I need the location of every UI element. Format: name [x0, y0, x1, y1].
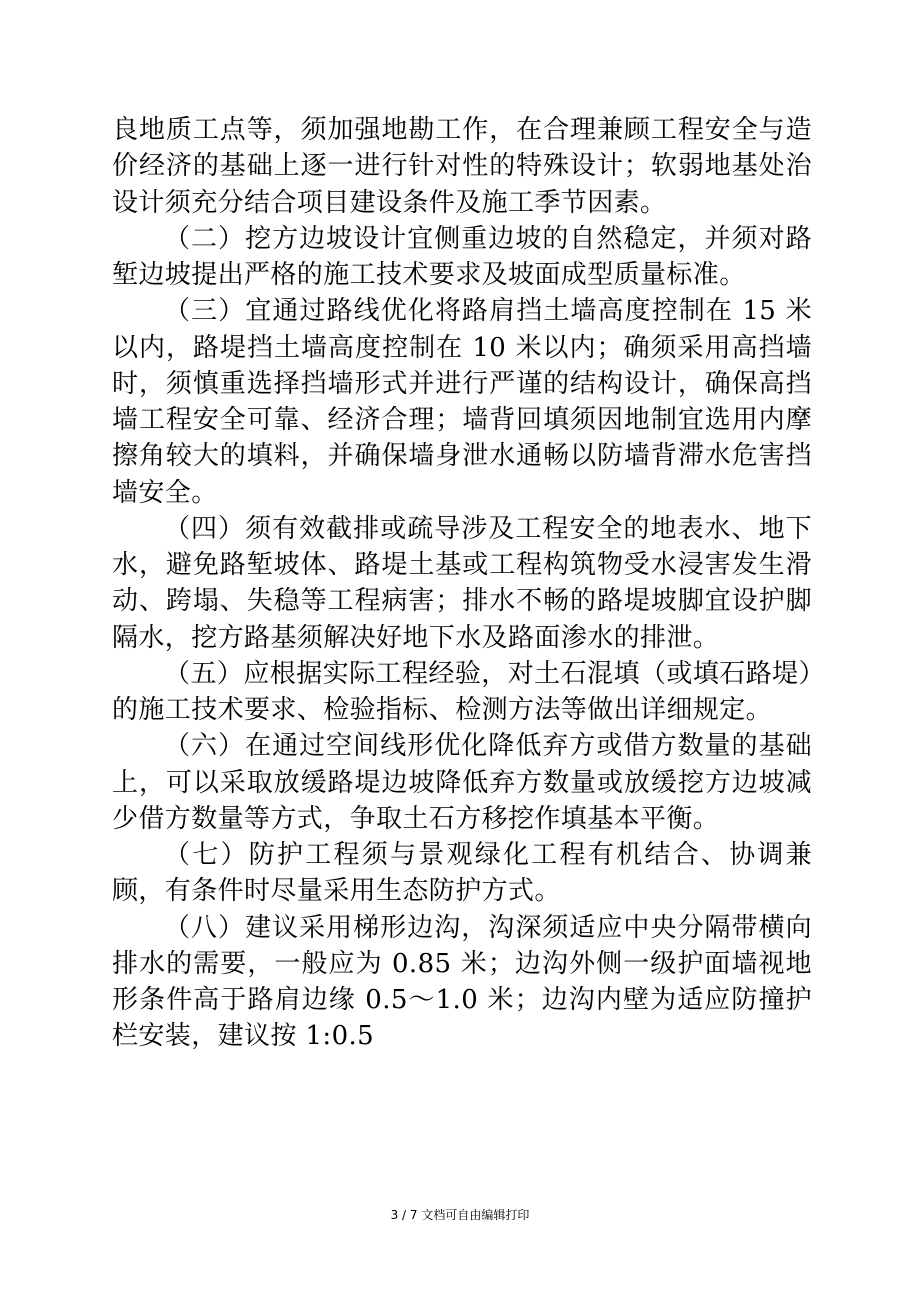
- body-paragraph-continuation: 良地质工点等，须加强地勘工作，在合理兼顾工程安全与造价经济的基础上逐一进行针对性的特殊设计；软弱地基处治设计须充分结合项目建设条件及施工季节因素。: [112, 115, 812, 218]
- body-paragraph-section-8: （八）建议采用梯形边沟，沟深须适应中央分隔带横向排水的需要，一般应为 0.85 米；边沟外侧一级护面墙视地形条件高于路肩边缘 0.5～1.0 米；边沟内壁为适应防撞护栏安装，建议按 1:0.5: [112, 912, 812, 1052]
- body-paragraph-section-3: （三）宜通过路线优化将路肩挡土墙高度控制在 15 米以内，路堤挡土墙高度控制在 10 米以内；确须采用高挡墙时，须慎重选择挡墙形式并进行严谨的结构设计，确保高挡墙工程安全可靠、经济合理；墙背回填须因地制宜选用内摩擦角较大的填料，并确保墙身泄水通畅以防墙背滞水危害挡墙安全。: [112, 296, 812, 508]
- page-footer: 3 / 7 文档可自由编辑打印: [390, 1208, 530, 1222]
- body-paragraph-section-2: （二）挖方边坡设计宜侧重边坡的自然稳定，并须对路堑边坡提出严格的施工技术要求及坡面成型质量标准。: [112, 223, 812, 290]
- body-paragraph-section-5: （五）应根据实际工程经验，对土石混填（或填石路堤）的施工技术要求、检验指标、检测方法等做出详细规定。: [112, 658, 812, 725]
- body-paragraph-section-4: （四）须有效截排或疏导涉及工程安全的地表水、地下水，避免路堑坡体、路堤土基或工程构筑物受水浸害发生滑动、跨塌、失稳等工程病害；排水不畅的路堤坡脚宜设护脚隔水，挖方路基须解决好地下水及路面渗水的排泄。: [112, 513, 812, 653]
- body-paragraph-section-6: （六）在通过空间线形优化降低弃方或借方数量的基础上，可以采取放缓路堤边坡降低弃方数量或放缓挖方边坡减少借方数量等方式，争取土石方移挖作填基本平衡。: [112, 731, 812, 834]
- body-paragraph-section-7: （七）防护工程须与景观绿化工程有机结合、协调兼顾，有条件时尽量采用生态防护方式。: [112, 840, 812, 907]
- document-body: [112, 112, 812, 1055]
